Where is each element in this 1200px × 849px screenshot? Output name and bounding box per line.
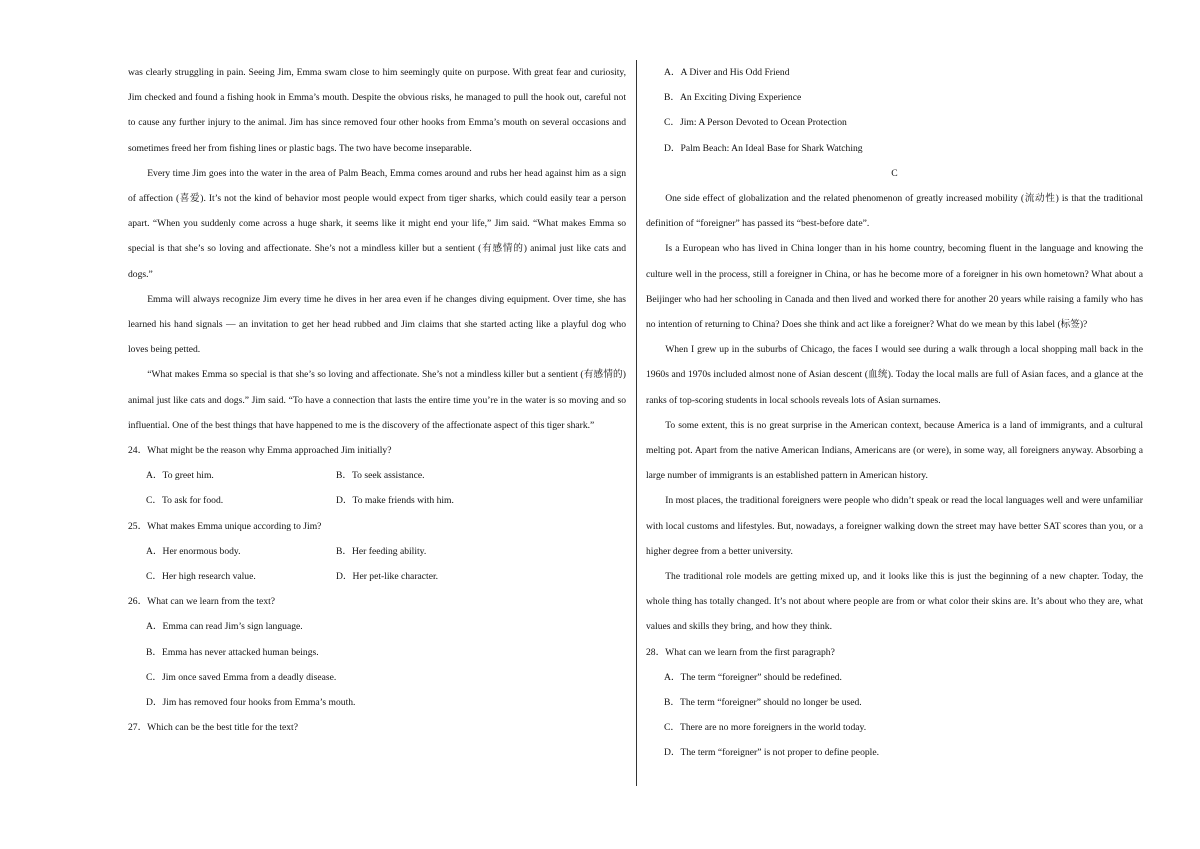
question-28-option-c: C．There are no more foreigners in the world today. <box>664 722 867 734</box>
passage-c-paragraph-6: The traditional role models are getting mixed up, and it looks like this is just the beginning of a new chapter. Today, the whole thing has totally changed. It’s not about where people are from or what color their skins are. It’s about who they are, what values and skills they bring, and how they think. <box>646 571 1143 633</box>
passage-c-paragraph-2: Is a European who has lived in China longer than in his home country, becoming fluent in the language and knowing the culture well in the process, still a foreigner in China, or has he become more of a foreigner in his own hometown? What about a Beijinger who had her schooling in Canada and then lived and worked there for another 20 years while raising a family who has no intention of returning to China? Does she think and act like a foreigner? What do we mean by this label (标签)? <box>646 243 1143 331</box>
question-26-option-c: C．Jim once saved Emma from a deadly disease. <box>146 671 337 683</box>
question-24-option-d: D．To make friends with him. <box>336 495 454 507</box>
section-c-heading: C <box>891 167 898 179</box>
question-24-options-row-1 <box>146 463 626 488</box>
question-25-options-row-1 <box>146 539 626 564</box>
question-28-option-d: D．The term “foreigner” is not proper to define people. <box>664 747 879 759</box>
question-25-option-b: B．Her feeding ability. <box>336 545 427 557</box>
left-column <box>128 60 626 740</box>
right-column <box>646 60 1143 766</box>
question-24-option-c: C．To ask for food. <box>146 495 224 507</box>
question-25-options-row-2 <box>146 564 626 589</box>
question-28-stem: 28．What can we learn from the first paragraph? <box>646 646 835 658</box>
question-25-option-c: C．Her high research value. <box>146 571 256 583</box>
question-25-option-a: A．Her enormous body. <box>146 545 241 557</box>
question-26-option-b: B．Emma has never attacked human beings. <box>146 646 319 658</box>
passage-c-paragraph-3: When I grew up in the suburbs of Chicago, the faces I would see during a walk through a local shopping mall back in the 1960s and 1970s included almost none of Asian descent (血统). Today the local malls are full of Asian faces, and a glance at the ranks of top-scoring students in local schools reveals lots of Asian surnames. <box>646 344 1143 406</box>
question-25-option-d: D．Her pet-like character. <box>336 571 439 583</box>
question-24-option-a: A．To greet him. <box>146 470 214 482</box>
question-28-option-b: B．The term “foreigner” should no longer be used. <box>664 697 862 709</box>
question-28-option-a: A．The term “foreigner” should be redefined. <box>664 671 842 683</box>
question-26-stem: 26．What can we learn from the text? <box>128 596 276 608</box>
question-27-option-a: A．A Diver and His Odd Friend <box>664 67 790 78</box>
passage-c-paragraph-5: In most places, the traditional foreigners were people who didn’t speak or read the local languages well and were unfamiliar with local customs and lifestyles. But, nowadays, a foreigner walking down the street may have better SAT scores than you, or a higher degree from a better university. <box>646 495 1143 557</box>
passage-b-paragraph-1: was clearly struggling in pain. Seeing Jim, Emma swam close to him seemingly quite on purpose. With great fear and curiosity, Jim checked and found a fishing hook in Emma’s mouth. Despite the obvious risks, he managed to pull the hook out, careful not to cause any further injury to the animal. Jim has since removed four other hooks from Emma’s mouth on several occasions and sometimes freed her from fishing lines or plastic bags. The two have become inseparable. <box>128 67 626 154</box>
passage-c-paragraph-1: One side effect of globalization and the related phenomenon of greatly increased mobility (流动性) is that the traditional definition of “foreigner” has passed its “best-before date”. <box>646 193 1143 230</box>
question-24-option-b: B．To seek assistance. <box>336 470 425 482</box>
question-26-option-a: A．Emma can read Jim’s sign language. <box>146 621 303 633</box>
passage-b-paragraph-4: “What makes Emma so special is that she’s so loving and affectionate. She’s not a mindless killer but a sentient (有感情的) animal just like cats and dogs.” Jim said. “To have a connection that lasts the entire time you’re in the water is so moving and so influential. One of the best things that have happened to me is the discovery of the affectionate aspect of this tiger shark.” <box>128 369 626 431</box>
passage-c-paragraph-4: To some extent, this is no great surprise in the American context, because America is a land of immigrants, and a cultural melting pot. Apart from the native American Indians, Americans are (or were), in some way, all foreigners anyway. Absorbing a large number of immigrants is an established pattern in American history. <box>646 419 1143 482</box>
question-26-option-d: D．Jim has removed four hooks from Emma’s mouth. <box>146 697 356 709</box>
question-25-stem: 25．What makes Emma unique according to Jim? <box>128 520 322 532</box>
passage-b-paragraph-3: Emma will always recognize Jim every time he dives in her area even if he changes diving equipment. Over time, she has learned his hand signals — an invitation to get her head rubbed and Jim claims that she started acting like a playful dog who loves being petted. <box>128 293 626 356</box>
column-divider <box>636 60 637 786</box>
question-24-options-row-2 <box>146 488 626 513</box>
question-24-stem: 24．What might be the reason why Emma approached Jim initially? <box>128 445 392 457</box>
question-27-option-c: C．Jim: A Person Devoted to Ocean Protection <box>664 117 847 129</box>
question-27-stem: 27．Which can be the best title for the text? <box>128 722 298 734</box>
question-27-option-b: B．An Exciting Diving Experience <box>664 92 802 104</box>
passage-b-paragraph-2: Every time Jim goes into the water in the area of Palm Beach, Emma comes around and rubs her head against him as a sign of affection (喜爱). It’s not the kind of behavior most people would expect from tiger sharks, which could easily tear a person apart. “When you suddenly come across a huge shark, it seems like it might end your life,” Jim said. “What makes Emma so special is that she’s so loving and affectionate. She’s not a mindless killer but a sentient (有感情的) animal just like cats and dogs.” <box>128 167 626 280</box>
question-27-option-d: D．Palm Beach: An Ideal Base for Shark Watching <box>664 142 863 154</box>
